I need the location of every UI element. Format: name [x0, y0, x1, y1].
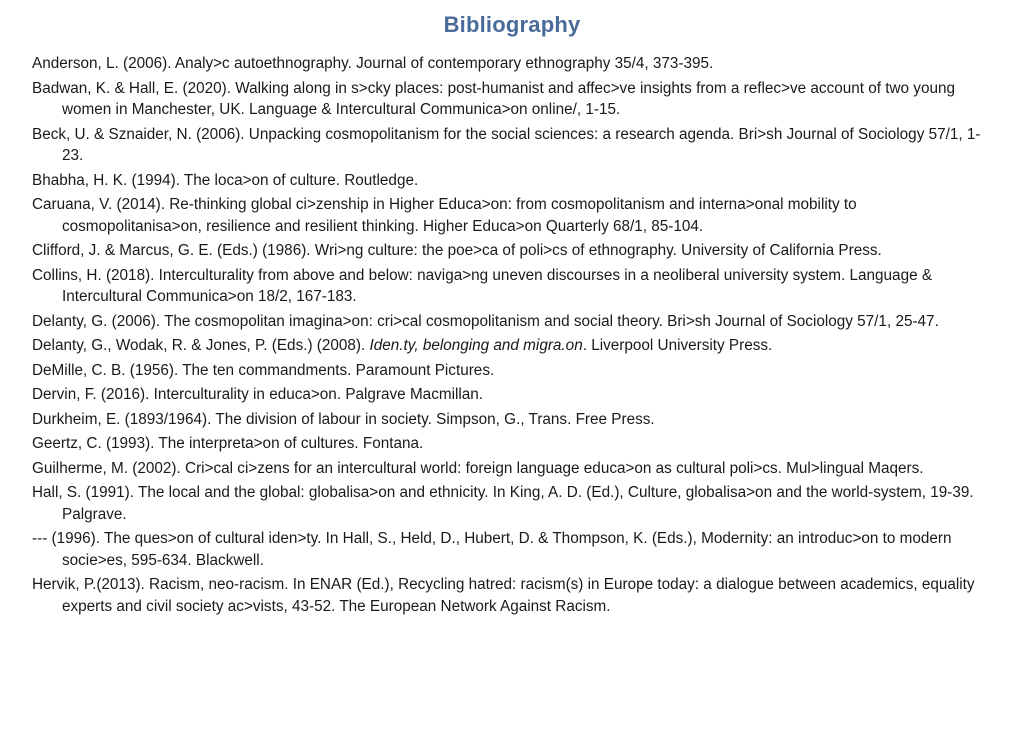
bibliography-entry: Collins, H. (2018). Interculturality from above and below: naviga>ng uneven discourses in a neoliberal university system. Language & Intercultural Communica>on 18/2, 167-183.	[32, 266, 933, 305]
bibliography-entry: DeMille, C. B. (1956). The ten commandments. Paramount Pictures.	[32, 361, 495, 379]
bibliography-entry: Badwan, K. & Hall, E. (2020). Walking along in s>cky places: post-humanist and affec>ve insights from a reflec>ve account of two young women in Manchester, UK. Language & Intercultural Communica>on online/, 1-15.	[32, 79, 955, 118]
bibliography-entry: Hall, S. (1991). The local and the global: globalisa>on and ethnicity. In King, A. D. (Ed.), Culture, globalisa>on and the world-system, 19-39. Palgrave.	[32, 484, 974, 523]
bibliography-entry: Bhabha, H. K. (1994). The loca>on of culture. Routledge.	[32, 171, 419, 189]
entry-title-italic: Iden.ty, belonging and migra.on	[369, 337, 583, 354]
bibliography-entry: Clifford, J. & Marcus, G. E. (Eds.) (1986). Wri>ng culture: the poe>ca of poli>cs of ethnography. University of California Press.	[32, 242, 882, 259]
bibliography-entry: Anderson, L. (2006). Analy>c autoethnography. Journal of contemporary ethnography 35/4, 373-395.	[32, 55, 714, 72]
bibliography-entry: Caruana, V. (2014). Re-thinking global ci>zenship in Higher Educa>on: from cosmopolitanism and interna>onal mobility to cosmopolitanisa>on, resilience and resilient thinking. Higher Educa>on Quarterly 68/1, 85-104.	[32, 196, 857, 235]
bibliography-list	[32, 53, 990, 617]
bibliography-entry	[32, 335, 990, 357]
bibliography-entry: --- (1996). The ques>on of cultural iden>ty. In Hall, S., Held, D., Hubert, D. & Thompson, K. (Eds.), Modernity: an introduc>on to modern socie>es, 595-634. Blackwell.	[32, 530, 952, 569]
bibliography-entry: Durkheim, E. (1893/1964). The division of labour in society. Simpson, G., Trans. Free Press.	[32, 410, 655, 428]
bibliography-entry: Hervik, P.(2013). Racism, neo-racism. In ENAR (Ed.), Recycling hatred: racism(s) in Europe today: a dialogue between academics, equality experts and civil society ac>vists, 43-52. The European Network Against Racism.	[32, 576, 975, 615]
bibliography-entry: Delanty, G. (2006). The cosmopolitan imagina>on: cri>cal cosmopolitanism and social theory. Bri>sh Journal of Sociology 57/1, 25-47.	[32, 312, 939, 330]
entry-text-post: . Liverpool University Press.	[582, 337, 773, 354]
bibliography-entry: Dervin, F. (2016). Interculturality in educa>on. Palgrave Macmillan.	[32, 386, 484, 403]
bibliography-entry: Beck, U. & Sznaider, N. (2006). Unpacking cosmopolitanism for the social sciences: a research agenda. Bri>sh Journal of Sociology 57/1, 1-23.	[32, 125, 981, 164]
page-title: Bibliography	[443, 12, 581, 37]
bibliography-entry: Geertz, C. (1993). The interpreta>on of cultures. Fontana.	[32, 435, 424, 452]
entry-text-pre: Delanty, G., Wodak, R. & Jones, P. (Eds.) (2008).	[32, 337, 370, 354]
bibliography-entry: Guilherme, M. (2002). Cri>cal ci>zens for an intercultural world: foreign language educa>on as cultural poli>cs. Mul>lingual Maqers.	[32, 459, 924, 477]
